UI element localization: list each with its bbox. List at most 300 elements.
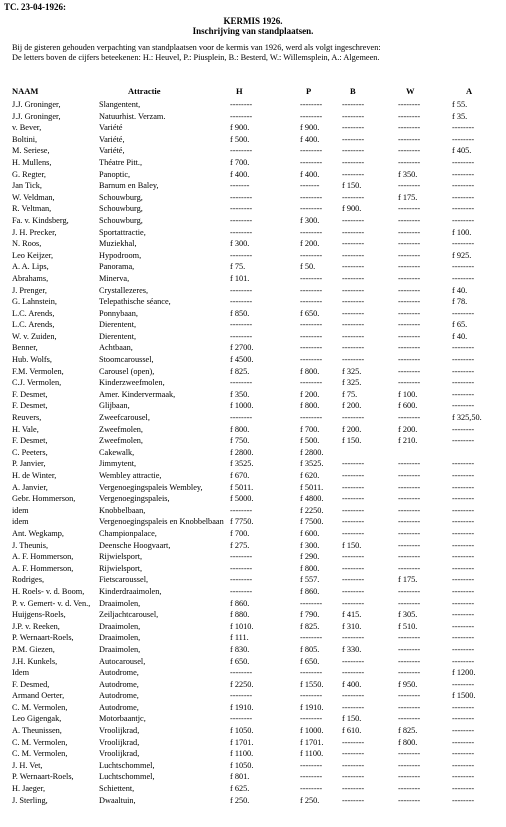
cell-attractie: Vergenoegingspaleis en Knobbelbaan — [99, 517, 224, 527]
cell-a: -------- — [452, 552, 475, 562]
cell-w: -------- — [398, 540, 421, 550]
cell-attractie: Zweefcarousel, — [99, 413, 150, 423]
cell-naam: P. v. Gemert- v. d. Ven., — [12, 598, 91, 608]
cell-w: f 350. — [398, 169, 418, 179]
cell-h: -------- — [230, 146, 253, 156]
cell-b: f 200. — [342, 401, 362, 411]
table-row — [0, 563, 506, 575]
cell-p: f 4800. — [300, 494, 324, 504]
table-row — [0, 551, 506, 563]
cell-h: -------- — [230, 586, 253, 596]
cell-p: -------- — [300, 320, 323, 330]
cell-h: f 880. — [230, 610, 250, 620]
table-row — [0, 609, 506, 621]
cell-a: -------- — [452, 505, 475, 515]
cell-attractie: Achtbaan, — [99, 343, 133, 353]
cell-a: -------- — [452, 795, 475, 805]
header-p: P — [306, 86, 312, 96]
cell-h: f 650. — [230, 656, 250, 666]
cell-p: f 650. — [300, 308, 320, 318]
cell-p: -------- — [300, 273, 323, 283]
cell-b: -------- — [342, 215, 365, 225]
cell-a: f 35. — [452, 111, 468, 121]
cell-naam: F. Desmet, — [12, 436, 48, 446]
cell-b: f 325. — [342, 366, 362, 376]
cell-attractie: Stoomcaroussel, — [99, 355, 154, 365]
cell-attractie: Schiettent, — [99, 784, 135, 794]
cell-w: f 200. — [398, 424, 418, 434]
cell-h: f 75. — [230, 262, 246, 272]
cell-naam: H. Mullens, — [12, 157, 52, 167]
cell-p: f 825. — [300, 621, 320, 631]
cell-b: -------- — [342, 772, 365, 782]
table-row — [0, 238, 506, 250]
header-b: B — [350, 86, 356, 96]
cell-a: -------- — [452, 239, 475, 249]
cell-a: f 925. — [452, 250, 472, 260]
table-row — [0, 690, 506, 702]
cell-naam: v. Bever, — [12, 123, 42, 133]
cell-p: -------- — [300, 100, 323, 109]
cell-a: f 405. — [452, 146, 472, 156]
cell-h: f 1910. — [230, 702, 254, 712]
cell-b: -------- — [342, 273, 365, 283]
cell-h: f 670. — [230, 471, 250, 480]
cell-a: -------- — [452, 262, 475, 272]
intro-line-2: De letters boven de cijfers beteekenen: H.: Heuvel, P.: Piusplein, B.: Besterd, W.: Willemsplein, A.: Algemeen. — [12, 53, 380, 62]
cell-b: -------- — [342, 169, 365, 179]
cell-w: -------- — [398, 297, 421, 307]
cell-b: -------- — [342, 482, 365, 492]
cell-b: -------- — [342, 749, 365, 759]
cell-b: -------- — [342, 575, 365, 585]
cell-w: -------- — [398, 482, 421, 492]
cell-w: -------- — [398, 586, 421, 596]
cell-p: f 620. — [300, 471, 320, 480]
table-row — [0, 644, 506, 656]
cell-naam: L.C. Arends, — [12, 308, 55, 318]
cell-p: f 790. — [300, 610, 320, 620]
cell-p: -------- — [300, 355, 323, 365]
cell-p: f 50. — [300, 262, 316, 272]
cell-a: -------- — [452, 563, 475, 573]
cell-h: -------- — [230, 331, 253, 341]
cell-attractie: Jimmytent, — [99, 459, 137, 469]
cell-w: -------- — [398, 343, 421, 353]
table-row — [0, 250, 506, 262]
cell-h: f 800. — [230, 424, 250, 434]
cell-h: -------- — [230, 563, 253, 573]
table-row — [0, 354, 506, 366]
cell-naam: J. H. Vet, — [12, 760, 43, 770]
table-row — [0, 157, 506, 169]
table-row — [0, 296, 506, 308]
cell-a: -------- — [452, 760, 475, 770]
table-row — [0, 540, 506, 552]
cell-b: -------- — [342, 262, 365, 272]
cell-p: -------- — [300, 413, 323, 423]
table-row — [0, 771, 506, 783]
table-row — [0, 470, 506, 482]
cell-b: f 150. — [342, 181, 362, 191]
cell-w: -------- — [398, 134, 421, 144]
cell-a: -------- — [452, 157, 475, 167]
cell-w: -------- — [398, 273, 421, 283]
cell-naam: Rodriges, — [12, 575, 45, 585]
cell-naam: Jan Tick, — [12, 181, 42, 191]
table-row — [0, 261, 506, 273]
cell-p: f 800. — [300, 563, 320, 573]
cell-b: -------- — [342, 157, 365, 167]
cell-w: f 600. — [398, 401, 418, 411]
cell-a: -------- — [452, 343, 475, 353]
cell-attractie: Luchtschommel, — [99, 772, 155, 782]
cell-p: f 2250. — [300, 505, 324, 515]
cell-w: -------- — [398, 459, 421, 469]
cell-naam: idem — [12, 505, 29, 515]
cell-attractie: Telepathische séance, — [99, 297, 171, 307]
cell-a: -------- — [452, 471, 475, 480]
cell-w: -------- — [398, 528, 421, 538]
cell-p: f 2800. — [300, 447, 324, 457]
cell-h: -------- — [230, 714, 253, 724]
table-row — [0, 319, 506, 331]
cell-h: f 1100. — [230, 749, 254, 759]
cell-a: f 100. — [452, 227, 472, 237]
cell-b: -------- — [342, 668, 365, 678]
table-row — [0, 760, 506, 772]
cell-attractie: Autodrome, — [99, 668, 139, 678]
cell-p: f 250. — [300, 795, 320, 805]
cell-b: -------- — [342, 331, 365, 341]
cell-attractie: Natuurhist. Verzam. — [99, 111, 166, 121]
cell-p: f 200. — [300, 239, 320, 249]
cell-w: -------- — [398, 552, 421, 562]
cell-a: -------- — [452, 679, 475, 689]
header-a: A — [466, 86, 473, 96]
cell-w: -------- — [398, 262, 421, 272]
cell-attractie: Panoptic, — [99, 169, 131, 179]
cell-b: -------- — [342, 459, 365, 469]
cell-b: -------- — [342, 413, 365, 423]
cell-a: -------- — [452, 494, 475, 504]
cell-naam: F. Desmed, — [12, 679, 50, 689]
cell-h: f 750. — [230, 436, 250, 446]
table-row — [0, 447, 506, 459]
cell-attractie: Rijwielsport, — [99, 563, 143, 573]
cell-attractie: Carousel (open), — [99, 366, 155, 376]
cell-h: -------- — [230, 691, 253, 701]
cell-naam: H. Vale, — [12, 424, 39, 434]
cell-attractie: Vroolijkrad, — [99, 726, 140, 736]
cell-attractie: Variété, — [99, 146, 125, 156]
cell-b: -------- — [342, 552, 365, 562]
cell-a: -------- — [452, 726, 475, 736]
cell-b: -------- — [342, 146, 365, 156]
cell-p: -------- — [300, 691, 323, 701]
cell-p: f 290. — [300, 552, 320, 562]
cell-naam: Armand Oerter, — [12, 691, 65, 701]
header-h: H — [236, 86, 243, 96]
cell-w: -------- — [398, 668, 421, 678]
cell-naam: A. F. Hommerson, — [12, 552, 74, 562]
cell-a: -------- — [452, 169, 475, 179]
table-row — [0, 192, 506, 204]
cell-attractie: Panorama, — [99, 262, 135, 272]
cell-attractie: Vroolijkrad, — [99, 737, 140, 747]
cell-naam: Leo Gigengak, — [12, 714, 62, 724]
cell-h: -------- — [230, 285, 253, 295]
cell-b: f 325. — [342, 378, 362, 388]
cell-naam: C. Peeters, — [12, 447, 48, 457]
cell-w: -------- — [398, 517, 421, 527]
cell-w: -------- — [398, 331, 421, 341]
cell-h: -------- — [230, 227, 253, 237]
cell-p: f 1701. — [300, 737, 324, 747]
table-row — [0, 169, 506, 181]
cell-p: -------- — [300, 331, 323, 341]
cell-b: -------- — [342, 494, 365, 504]
cell-h: f 700. — [230, 528, 250, 538]
cell-p: -------- — [300, 343, 323, 353]
cell-attractie: Draaimolen, — [99, 644, 141, 654]
cell-b: f 610. — [342, 726, 362, 736]
cell-attractie: Dierentent, — [99, 331, 137, 341]
cell-p: f 805. — [300, 644, 320, 654]
cell-w: -------- — [398, 227, 421, 237]
cell-attractie: Muziekhal, — [99, 239, 137, 249]
cell-b: -------- — [342, 586, 365, 596]
cell-naam: C. M. Vermolen, — [12, 737, 68, 747]
cell-w: -------- — [398, 471, 421, 480]
cell-h: -------- — [230, 668, 253, 678]
cell-a: -------- — [452, 598, 475, 608]
table-row — [0, 528, 506, 540]
cell-a: -------- — [452, 517, 475, 527]
header-attractie: Attractie — [128, 86, 161, 96]
table-row — [0, 285, 506, 297]
table-row — [0, 389, 506, 401]
cell-attractie: Autodrome, — [99, 679, 139, 689]
cell-naam: C.J. Vermolen, — [12, 378, 62, 388]
cell-h: f 5000. — [230, 494, 254, 504]
cell-h: -------- — [230, 297, 253, 307]
cell-b: f 200. — [342, 424, 362, 434]
cell-a: -------- — [452, 273, 475, 283]
cell-w: -------- — [398, 413, 421, 423]
cell-b: -------- — [342, 702, 365, 712]
cell-h: -------- — [230, 111, 253, 121]
cell-attractie: Kinderzweefmolen, — [99, 378, 165, 388]
cell-attractie: Ponnybaan, — [99, 308, 138, 318]
intro-text — [12, 43, 381, 63]
cell-b: -------- — [342, 100, 365, 109]
cell-w: -------- — [398, 181, 421, 191]
cell-attractie: Knobbelbaan, — [99, 505, 146, 515]
cell-p: f 700. — [300, 424, 320, 434]
cell-b: f 400. — [342, 679, 362, 689]
table-row — [0, 598, 506, 610]
cell-b: -------- — [342, 471, 365, 480]
cell-naam: F. Desmet, — [12, 401, 48, 411]
cell-h: f 500. — [230, 134, 250, 144]
cell-a: -------- — [452, 192, 475, 202]
cell-attractie: Schouwburg, — [99, 192, 143, 202]
cell-p: f 860. — [300, 586, 320, 596]
cell-attractie: Zweefmolen, — [99, 424, 144, 434]
cell-h: -------- — [230, 575, 253, 585]
cell-attractie: Glijbaan, — [99, 401, 130, 411]
cell-w: f 100. — [398, 389, 418, 399]
cell-w: -------- — [398, 505, 421, 515]
cell-p: f 800. — [300, 366, 320, 376]
cell-h: -------- — [230, 215, 253, 225]
cell-b: -------- — [342, 227, 365, 237]
cell-a: f 40. — [452, 331, 468, 341]
cell-h: f 2800. — [230, 447, 254, 457]
cell-h: f 1701. — [230, 737, 254, 747]
cell-b: f 900. — [342, 204, 362, 214]
cell-a: -------- — [452, 401, 475, 411]
cell-a: -------- — [452, 610, 475, 620]
cell-a: f 40. — [452, 285, 468, 295]
cell-w: -------- — [398, 215, 421, 225]
cell-naam: C. M. Vermolen, — [12, 749, 68, 759]
table-row — [0, 342, 506, 354]
cell-w: -------- — [398, 123, 421, 133]
cell-w: -------- — [398, 111, 421, 121]
cell-naam: Ant. Wegkamp, — [12, 528, 64, 538]
cell-naam: A. A. Lips, — [12, 262, 49, 272]
table-row — [0, 180, 506, 192]
document-title: KERMIS 1926. — [223, 16, 283, 26]
cell-h: f 7750. — [230, 517, 254, 527]
table-row — [0, 400, 506, 412]
cell-attractie: Sportattractie, — [99, 227, 146, 237]
cell-b: -------- — [342, 239, 365, 249]
cell-h: f 3525. — [230, 459, 254, 469]
cell-naam: Boltini, — [12, 134, 38, 144]
cell-attractie: Draaimolen, — [99, 621, 141, 631]
cell-h: f 700. — [230, 157, 250, 167]
cell-p: f 5011. — [300, 482, 324, 492]
cell-attractie: Luchtschommel, — [99, 760, 155, 770]
cell-a: -------- — [452, 123, 475, 133]
cell-w: -------- — [398, 644, 421, 654]
cell-naam: idem — [12, 517, 29, 527]
table-row — [0, 458, 506, 470]
cell-naam: J.J. Groninger, — [12, 111, 61, 121]
table-row — [0, 748, 506, 760]
cell-w: -------- — [398, 749, 421, 759]
table-row — [0, 145, 506, 157]
header-naam: NAAM — [12, 86, 39, 96]
cell-b: f 310. — [342, 621, 362, 631]
cell-naam: J. Prenger, — [12, 285, 47, 295]
cell-w: -------- — [398, 100, 421, 109]
table-body — [0, 99, 506, 806]
cell-a: -------- — [452, 702, 475, 712]
table-row — [0, 632, 506, 644]
cell-b: -------- — [342, 297, 365, 307]
cell-naam: A. Theunissen, — [12, 726, 62, 736]
cell-h: f 250. — [230, 795, 250, 805]
cell-p: f 1550. — [300, 679, 324, 689]
cell-naam: J. H. Precker, — [12, 227, 57, 237]
cell-w: -------- — [398, 691, 421, 701]
cell-w: f 800. — [398, 737, 418, 747]
cell-b: f 150. — [342, 714, 362, 724]
cell-naam: F.M. Vermolen, — [12, 366, 64, 376]
cell-p: ------- — [300, 181, 320, 191]
cell-p: -------- — [300, 146, 323, 156]
cell-a: -------- — [452, 540, 475, 550]
table-row — [0, 122, 506, 134]
cell-naam: H. de Winter, — [12, 471, 57, 480]
cell-attractie: Schouwburg, — [99, 215, 143, 225]
cell-a: -------- — [452, 308, 475, 318]
cell-naam: Huijgens-Roels, — [12, 610, 66, 620]
document-reference: TC. 23-04-1926: — [4, 2, 66, 12]
cell-a: -------- — [452, 366, 475, 376]
cell-h: -------- — [230, 378, 253, 388]
cell-p: f 1910. — [300, 702, 324, 712]
cell-b: -------- — [342, 123, 365, 133]
cell-b: -------- — [342, 656, 365, 666]
header-w: W — [406, 86, 415, 96]
cell-naam: W. v. Zuiden, — [12, 331, 57, 341]
table-row — [0, 493, 506, 505]
table-row — [0, 795, 506, 807]
table-row — [0, 702, 506, 714]
cell-p: f 500. — [300, 436, 320, 446]
cell-w: -------- — [398, 320, 421, 330]
cell-a: -------- — [452, 204, 475, 214]
cell-naam: Gebr. Hommerson, — [12, 494, 76, 504]
table-row — [0, 586, 506, 598]
cell-a: -------- — [452, 215, 475, 225]
table-row — [0, 111, 506, 123]
cell-p: -------- — [300, 760, 323, 770]
cell-p: f 200. — [300, 389, 320, 399]
cell-a: -------- — [452, 528, 475, 538]
cell-a: f 325,50. — [452, 413, 482, 423]
cell-p: -------- — [300, 784, 323, 794]
cell-attractie: Autocarousel, — [99, 656, 146, 666]
cell-b: -------- — [342, 355, 365, 365]
cell-naam: P. Janvier, — [12, 459, 46, 469]
cell-a: -------- — [452, 633, 475, 643]
cell-naam: W. Veldman, — [12, 192, 55, 202]
cell-b: -------- — [342, 505, 365, 515]
cell-attractie: Vergenoegingspaleis, — [99, 494, 170, 504]
cell-p: -------- — [300, 250, 323, 260]
cell-b: -------- — [342, 528, 365, 538]
cell-a: -------- — [452, 378, 475, 388]
cell-p: -------- — [300, 378, 323, 388]
cell-p: f 557. — [300, 575, 320, 585]
cell-w: f 175. — [398, 575, 418, 585]
cell-b: -------- — [342, 691, 365, 701]
cell-a: -------- — [452, 772, 475, 782]
cell-p: -------- — [300, 227, 323, 237]
cell-attractie: Motorbaantjc, — [99, 714, 146, 724]
cell-a: -------- — [452, 575, 475, 585]
cell-h: f 300. — [230, 239, 250, 249]
table-row — [0, 656, 506, 668]
cell-attractie: Fietscaroussel, — [99, 575, 149, 585]
cell-naam: F. Desmet, — [12, 389, 48, 399]
